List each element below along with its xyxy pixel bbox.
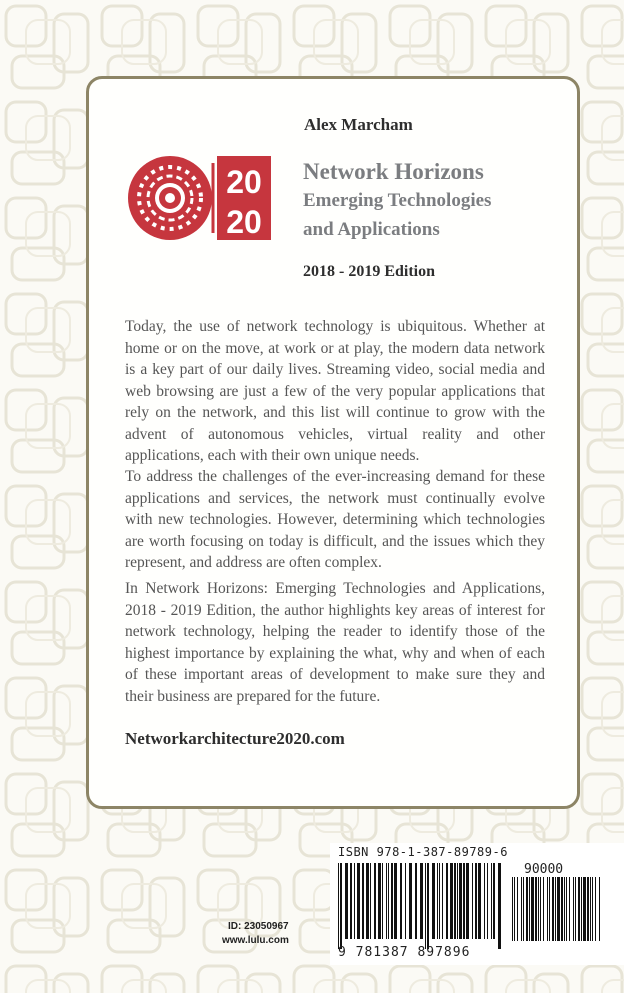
isbn-barcode (330, 843, 624, 965)
website-url: Networkarchitecture2020.com (125, 729, 345, 748)
edition-label: 2018 - 2019 Edition (303, 263, 436, 280)
price-code: 90000 (524, 862, 564, 877)
publisher-id: ID: 23050967 (228, 921, 289, 932)
logo-year-bottom: 20 (226, 204, 262, 240)
description-paragraph-3: In Network Horizons: Emerging Technologies and Applications, 2018 - 2019 Edition, the author highlights key areas of interest for network technology, helping the reader to identify those of the highest importance by explaining the what, why and when of each of these important areas of development to make sure they and their business are prepared for the future. (125, 580, 545, 705)
isbn-label: ISBN 978-1-387-89789-6 (338, 845, 508, 859)
book-subtitle-line2: and Applications (303, 219, 440, 240)
publisher-url: www.lulu.com (222, 935, 289, 946)
barcode-bars-addon (510, 877, 604, 951)
book-title: Network Horizons (303, 159, 484, 184)
book-subtitle-line1: Emerging Technologies (303, 190, 492, 211)
barcode-digits: 9 781387 897896 (338, 945, 471, 960)
circular-network-logo-icon (125, 153, 275, 243)
barcode-bars-main (336, 863, 504, 949)
back-cover-panel (86, 76, 580, 809)
author-name: Alex Marcham (304, 115, 413, 134)
description-paragraph-2: To address the challenges of the ever-increasing demand for these applications and services, the network must continually evolve with new technologies. However, determining which technologies are worth focusing on today is difficult, and the issues which they represent, and address are often complex. (125, 468, 545, 571)
description-paragraph-1: Today, the use of network technology is ubiquitous. Whether at home or on the move, at work or at play, the modern data network is a key part of our daily lives. Streaming video, social media and web browsing are just a few of the very popular applications that rely on the network, and this list will continue to grow with the advent of autonomous vehicles, virtual reality and other applications, each with their own unique needs. (125, 318, 545, 464)
logo-year-top: 20 (226, 164, 262, 200)
